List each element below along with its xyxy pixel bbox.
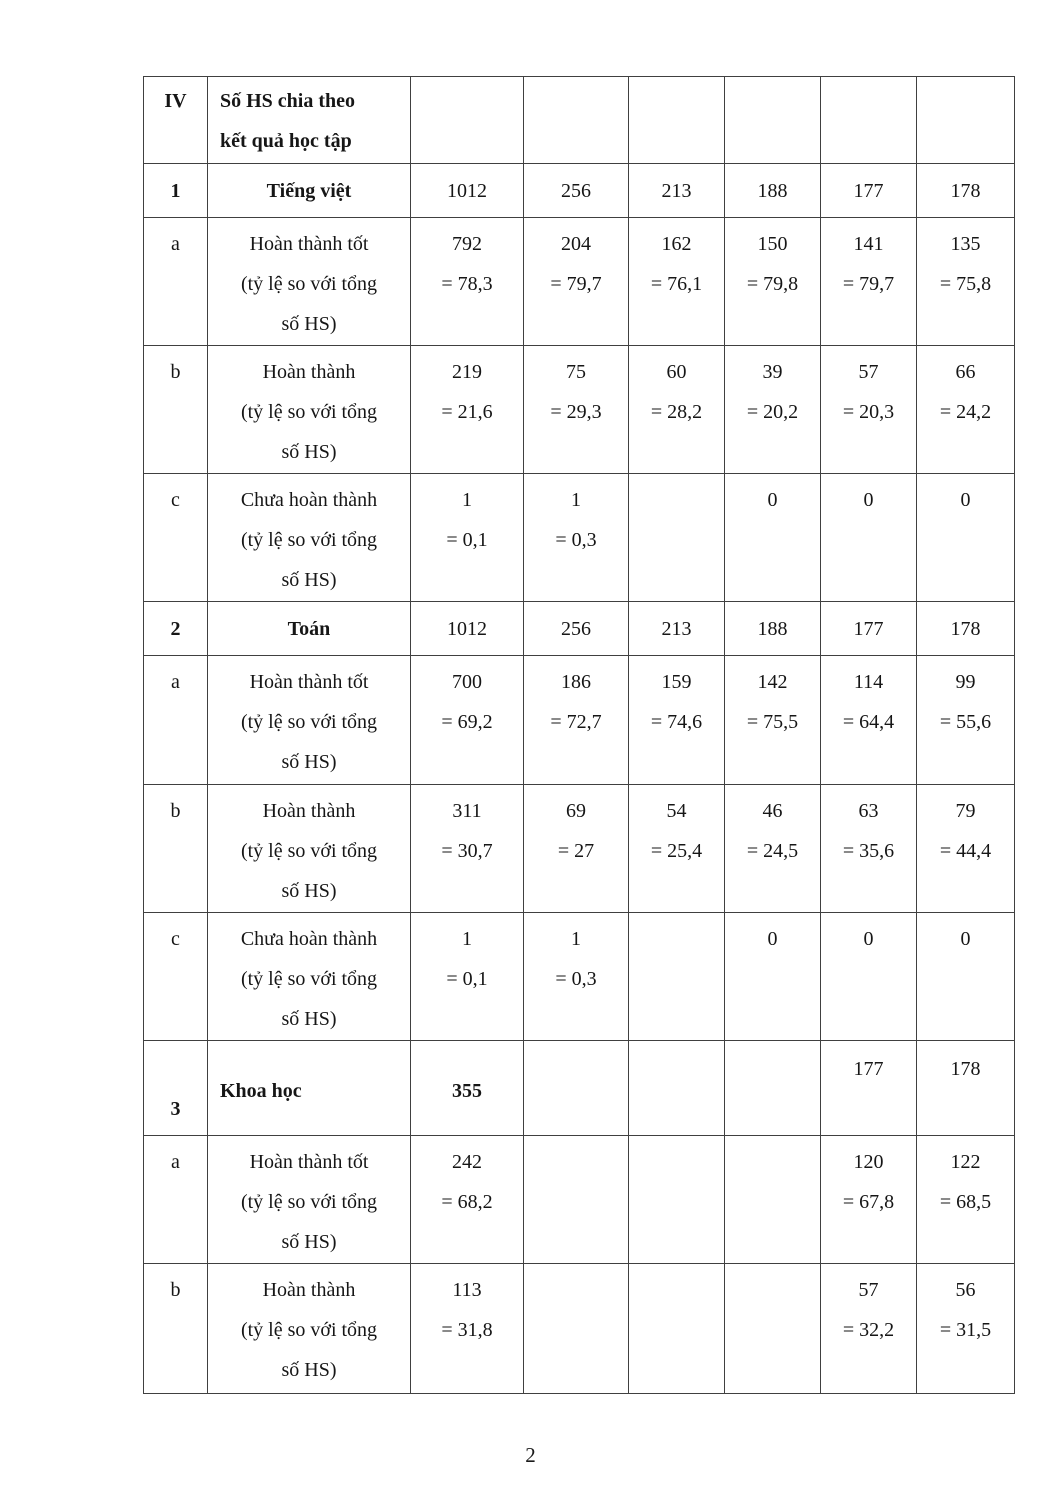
cell-line: = 74,6 xyxy=(650,711,703,733)
row-number-cell: IV xyxy=(144,77,208,164)
data-cell xyxy=(821,1041,917,1136)
data-cell xyxy=(725,77,821,164)
row-label-cell xyxy=(208,474,411,602)
cell-line: 178 xyxy=(950,179,981,202)
data-cell xyxy=(411,346,524,474)
cell-line: 311 xyxy=(452,800,482,822)
row-number-cell: a xyxy=(144,656,208,785)
cell-line: 0 xyxy=(863,489,874,511)
row-label-cell xyxy=(208,346,411,474)
cell-line: = 29,3 xyxy=(550,401,602,423)
cell-line: 1 xyxy=(571,928,581,950)
data-cell xyxy=(917,785,1015,913)
cell-line: 60 xyxy=(666,361,687,383)
table-row xyxy=(144,474,1015,602)
cell-line: = 28,2 xyxy=(650,401,703,423)
data-cell xyxy=(821,785,917,913)
data-cell xyxy=(411,164,524,218)
table-row xyxy=(144,656,1015,785)
cell-line: = 79,8 xyxy=(746,273,799,295)
cell-line: = 27 xyxy=(557,840,595,862)
data-cell xyxy=(821,602,917,656)
data-cell xyxy=(629,77,725,164)
data-cell xyxy=(917,346,1015,474)
cell-line: 39 xyxy=(762,361,783,383)
cell-line: (tỷ lệ so với tổng xyxy=(240,968,378,990)
cell-line: số HS) xyxy=(281,313,337,335)
data-cell xyxy=(821,1136,917,1264)
cell-line: 700 xyxy=(452,671,482,693)
cell-line: = 25,4 xyxy=(650,840,703,862)
cell-line: Toán xyxy=(287,617,331,640)
cell-line: (tỷ lệ so với tổng xyxy=(240,711,378,733)
cell-line: = 72,7 xyxy=(550,711,602,733)
row-number-cell: b xyxy=(144,1264,208,1394)
cell-line: 69 xyxy=(566,800,586,822)
cell-line: 0 xyxy=(767,928,778,950)
row-label-cell xyxy=(208,77,411,164)
cell-line: Hoàn thành tốt xyxy=(249,233,369,255)
cell-line: số HS) xyxy=(281,1008,337,1030)
cell-line: = 30,7 xyxy=(441,840,493,862)
row-number-cell: c xyxy=(144,474,208,602)
data-cell xyxy=(821,656,917,785)
cell-line: = 79,7 xyxy=(550,273,602,295)
cell-line: = 32,2 xyxy=(842,1319,895,1341)
cell-line: 355 xyxy=(452,1080,482,1102)
cell-line: 0 xyxy=(767,489,778,511)
cell-line: 56 xyxy=(955,1279,976,1301)
data-cell xyxy=(629,656,725,785)
cell-line: 178 xyxy=(950,617,981,640)
data-cell xyxy=(524,1041,629,1136)
data-cell xyxy=(411,1136,524,1264)
cell-line: 162 xyxy=(661,233,692,255)
data-cell xyxy=(524,77,629,164)
cell-line: 66 xyxy=(955,361,976,383)
cell-line: = 21,6 xyxy=(441,401,493,423)
cell-line: 1 xyxy=(462,489,472,511)
table-row xyxy=(144,913,1015,1041)
data-cell xyxy=(411,1041,524,1136)
cell-line: 1 xyxy=(462,928,472,950)
cell-line: số HS) xyxy=(281,1359,337,1381)
cell-line: kết quả học tập xyxy=(220,130,352,152)
data-cell xyxy=(917,77,1015,164)
data-cell xyxy=(411,785,524,913)
table-row xyxy=(144,1136,1015,1264)
row-label-cell xyxy=(208,602,411,656)
cell-line: = 55,6 xyxy=(939,711,992,733)
data-cell xyxy=(411,913,524,1041)
cell-line: = 79,7 xyxy=(842,273,895,295)
row-label-cell xyxy=(208,913,411,1041)
cell-line: Hoàn thành xyxy=(262,800,356,822)
cell-line: = 0,1 xyxy=(446,968,488,990)
cell-line: (tỷ lệ so với tổng xyxy=(240,401,378,423)
data-cell xyxy=(524,346,629,474)
page-number: 2 xyxy=(525,1443,536,1467)
cell-line: Số HS chia theo xyxy=(220,90,356,112)
cell-line: 135 xyxy=(950,233,981,255)
data-cell xyxy=(917,1041,1015,1136)
cell-line: số HS) xyxy=(281,1231,337,1253)
row-number-cell: b xyxy=(144,785,208,913)
data-cell xyxy=(411,77,524,164)
data-cell xyxy=(524,474,629,602)
cell-line: Hoàn thành xyxy=(262,1279,356,1301)
data-cell xyxy=(411,1264,524,1394)
cell-line: 1012 xyxy=(447,617,487,640)
data-cell xyxy=(725,1041,821,1136)
cell-line: Chưa hoàn thành xyxy=(240,928,378,950)
data-cell xyxy=(821,474,917,602)
cell-line: Chưa hoàn thành xyxy=(240,489,378,511)
cell-line: = 64,4 xyxy=(842,711,895,733)
row-label-cell xyxy=(208,785,411,913)
row-label-cell xyxy=(208,1041,411,1136)
cell-line: = 44,4 xyxy=(939,840,992,862)
cell-line: 150 xyxy=(757,233,788,255)
cell-line: 75 xyxy=(566,361,586,383)
cell-line: 256 xyxy=(561,179,591,202)
row-number-cell: 1 xyxy=(144,164,208,218)
data-cell xyxy=(917,474,1015,602)
data-cell xyxy=(821,77,917,164)
cell-line: 79 xyxy=(955,800,976,822)
data-cell xyxy=(725,602,821,656)
cell-line: = 20,2 xyxy=(746,401,799,423)
cell-line: số HS) xyxy=(281,569,337,591)
data-cell xyxy=(629,474,725,602)
data-cell xyxy=(629,346,725,474)
cell-line: 122 xyxy=(950,1151,981,1173)
cell-line: = 78,3 xyxy=(441,273,493,295)
table-row xyxy=(144,346,1015,474)
row-label-cell xyxy=(208,218,411,346)
cell-line: 177 xyxy=(853,179,884,202)
cell-line: = 35,6 xyxy=(842,840,895,862)
data-cell xyxy=(629,1264,725,1394)
cell-line: 213 xyxy=(661,617,692,640)
data-cell xyxy=(411,656,524,785)
cell-line: = 68,2 xyxy=(441,1191,493,1213)
cell-line: 0 xyxy=(960,928,971,950)
cell-line: 57 xyxy=(858,1279,879,1301)
cell-line: 177 xyxy=(853,1058,884,1080)
table-row xyxy=(144,164,1015,218)
cell-line: 188 xyxy=(757,179,788,202)
data-cell xyxy=(629,785,725,913)
cell-line: 792 xyxy=(452,233,482,255)
cell-line: (tỷ lệ so với tổng xyxy=(240,840,378,862)
cell-line: số HS) xyxy=(281,751,337,773)
cell-line: 178 xyxy=(950,1058,981,1080)
cell-line: = 76,1 xyxy=(650,273,703,295)
cell-line: 0 xyxy=(960,489,971,511)
results-table-body xyxy=(144,77,1015,1394)
cell-line: 99 xyxy=(955,671,976,693)
cell-line: 186 xyxy=(561,671,591,693)
cell-line: Hoàn thành xyxy=(262,361,356,383)
data-cell xyxy=(821,164,917,218)
data-cell xyxy=(629,1041,725,1136)
cell-line: 188 xyxy=(757,617,788,640)
data-cell xyxy=(629,1136,725,1264)
data-cell xyxy=(917,913,1015,1041)
cell-line: 159 xyxy=(661,671,692,693)
data-cell xyxy=(917,1136,1015,1264)
row-number-cell: a xyxy=(144,218,208,346)
data-cell xyxy=(524,785,629,913)
data-cell xyxy=(917,656,1015,785)
cell-line: Khoa học xyxy=(220,1080,302,1102)
row-number-cell: b xyxy=(144,346,208,474)
cell-line: 1 xyxy=(571,489,581,511)
cell-line: = 75,8 xyxy=(939,273,992,295)
row-label-cell xyxy=(208,164,411,218)
data-cell xyxy=(524,1136,629,1264)
row-label-cell xyxy=(208,656,411,785)
cell-line: Hoàn thành tốt xyxy=(249,1151,369,1173)
cell-line: Hoàn thành tốt xyxy=(249,671,369,693)
data-cell xyxy=(725,218,821,346)
data-cell xyxy=(629,602,725,656)
data-cell xyxy=(725,346,821,474)
data-cell xyxy=(821,1264,917,1394)
row-number-cell: a xyxy=(144,1136,208,1264)
data-cell xyxy=(524,656,629,785)
data-cell xyxy=(524,913,629,1041)
data-cell xyxy=(917,164,1015,218)
data-cell xyxy=(524,602,629,656)
data-cell xyxy=(917,602,1015,656)
cell-line: số HS) xyxy=(281,880,337,902)
table-row xyxy=(144,785,1015,913)
cell-line: = 20,3 xyxy=(842,401,895,423)
data-cell xyxy=(725,164,821,218)
cell-line: 1012 xyxy=(447,179,487,202)
data-cell xyxy=(821,218,917,346)
data-cell xyxy=(524,1264,629,1394)
cell-line: 120 xyxy=(853,1151,884,1173)
results-table xyxy=(143,76,1015,1394)
data-cell xyxy=(524,164,629,218)
cell-line: = 69,2 xyxy=(441,711,493,733)
cell-line: = 24,2 xyxy=(939,401,992,423)
cell-line: 0 xyxy=(863,928,874,950)
cell-line: 63 xyxy=(858,800,879,822)
cell-line: = 68,5 xyxy=(939,1191,992,1213)
cell-line: = 24,5 xyxy=(746,840,799,862)
data-cell xyxy=(725,474,821,602)
data-cell xyxy=(917,1264,1015,1394)
row-label-cell xyxy=(208,1136,411,1264)
cell-line: 141 xyxy=(853,233,884,255)
cell-line: = 75,5 xyxy=(746,711,799,733)
data-cell xyxy=(629,913,725,1041)
cell-line: (tỷ lệ so với tổng xyxy=(240,1191,378,1213)
row-number-cell: 2 xyxy=(144,602,208,656)
data-cell xyxy=(725,1264,821,1394)
data-cell xyxy=(725,785,821,913)
cell-line: (tỷ lệ so với tổng xyxy=(240,529,378,551)
cell-line: 213 xyxy=(661,179,692,202)
cell-line: (tỷ lệ so với tổng xyxy=(240,273,378,295)
cell-line: 242 xyxy=(452,1151,482,1173)
cell-line: 256 xyxy=(561,617,591,640)
table-row xyxy=(144,77,1015,164)
table-row xyxy=(144,602,1015,656)
data-cell xyxy=(629,164,725,218)
data-cell xyxy=(821,346,917,474)
cell-line: (tỷ lệ so với tổng xyxy=(240,1319,378,1341)
cell-line: số HS) xyxy=(281,441,337,463)
data-cell xyxy=(725,913,821,1041)
data-cell xyxy=(629,218,725,346)
data-cell xyxy=(725,1136,821,1264)
cell-line: 204 xyxy=(561,233,591,255)
cell-line: = 0,1 xyxy=(446,529,488,551)
data-cell xyxy=(411,218,524,346)
cell-line: 57 xyxy=(858,361,879,383)
cell-line: Tiếng việt xyxy=(266,179,352,202)
row-number-cell: 3 xyxy=(144,1041,208,1136)
cell-line: 177 xyxy=(853,617,884,640)
table-row xyxy=(144,218,1015,346)
cell-line: = 0,3 xyxy=(555,968,597,990)
data-cell xyxy=(725,656,821,785)
data-cell xyxy=(917,218,1015,346)
cell-line: = 31,5 xyxy=(939,1319,992,1341)
table-row xyxy=(144,1041,1015,1136)
table-row xyxy=(144,1264,1015,1394)
data-cell xyxy=(524,218,629,346)
cell-line: 113 xyxy=(452,1279,482,1301)
cell-line: = 0,3 xyxy=(555,529,597,551)
data-cell xyxy=(411,602,524,656)
cell-line: = 31,8 xyxy=(441,1319,493,1341)
data-cell xyxy=(411,474,524,602)
row-label-cell xyxy=(208,1264,411,1394)
cell-line: 219 xyxy=(452,361,482,383)
data-cell xyxy=(821,913,917,1041)
row-number-cell: c xyxy=(144,913,208,1041)
cell-line: 46 xyxy=(762,800,783,822)
cell-line: 142 xyxy=(757,671,788,693)
cell-line: = 67,8 xyxy=(842,1191,895,1213)
cell-line: 114 xyxy=(853,671,884,693)
cell-line: 54 xyxy=(666,800,687,822)
